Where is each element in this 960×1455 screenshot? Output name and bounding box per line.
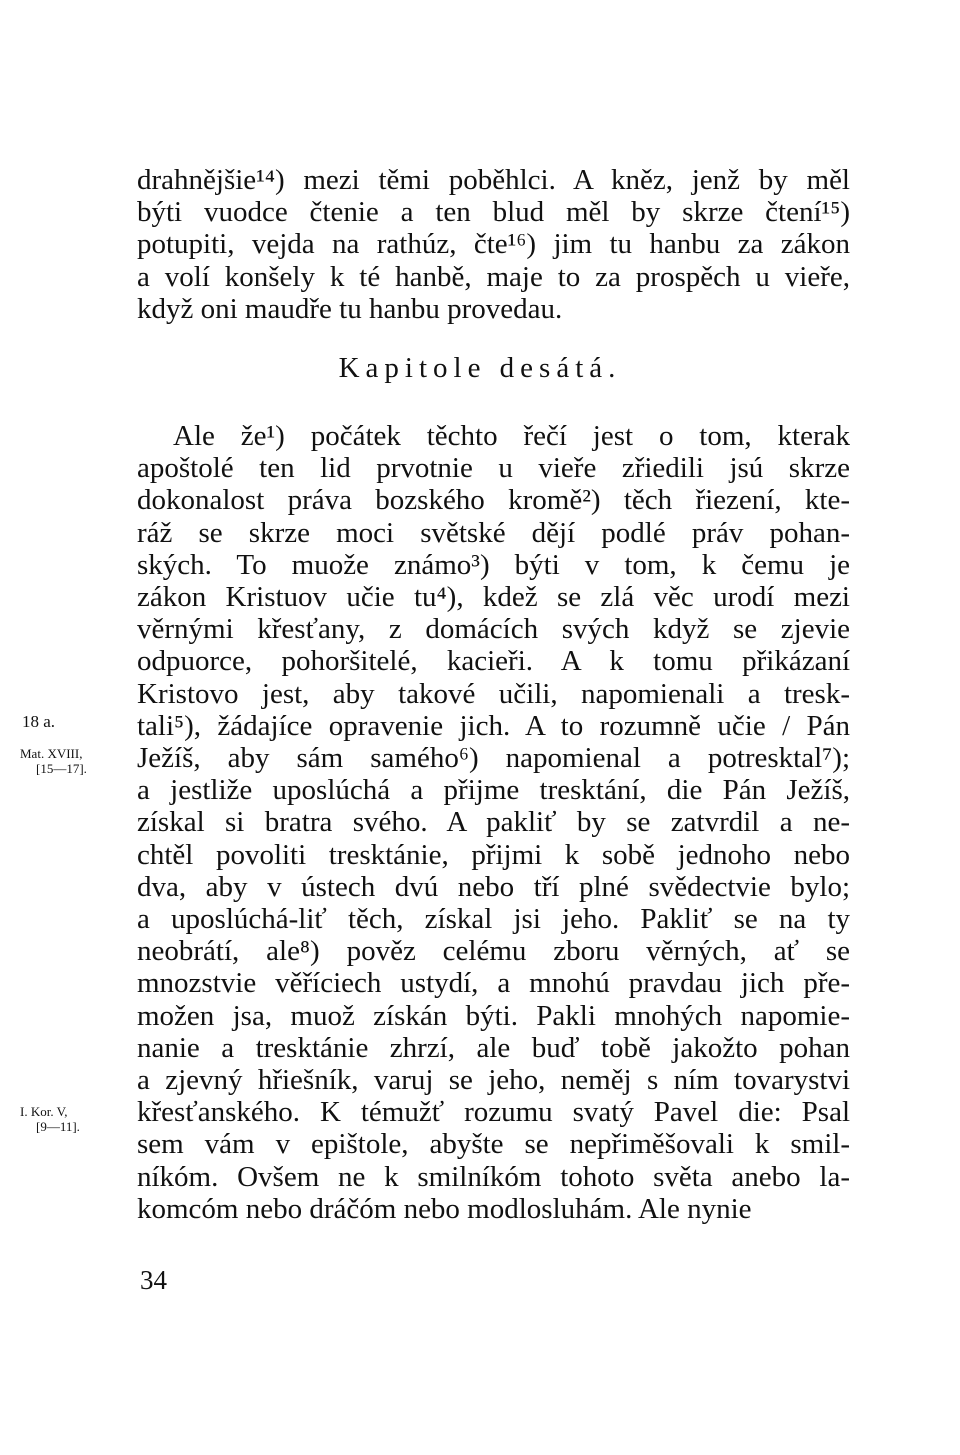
text-line: komcóm nebo dráčóm nebo modlosluhám. Ale nynie xyxy=(137,1192,752,1225)
text-line: ských. To muože známo³) býti v tom, k čemu je xyxy=(137,548,850,581)
text-line: apoštolé ten lid prvotnie u vieře zřiedili jsú skrze xyxy=(137,452,850,485)
text-line: odpuorce, pohoršitelé, kacieři. A k tomu přikázaní xyxy=(137,645,850,678)
text-line: sem vám v epištole, abyšte se nepřiměšovali k smil- xyxy=(137,1128,850,1161)
text-line: neobrátí, ale⁸) pověz celému zboru věrných, ať se xyxy=(137,935,850,968)
margin-reference-matthew-verses: [15—17]. xyxy=(36,761,87,776)
margin-reference-matthew: Mat. XVIII, xyxy=(20,746,83,761)
text-line: když oni maudře tu hanbu provedau. xyxy=(137,292,563,325)
text-line: Ale že¹) počátek těchto řečí jest o tom, kterak xyxy=(173,420,850,452)
text-line: možen jsa, muož získán býti. Pakli mnohých napomie- xyxy=(137,999,850,1032)
text-line: a volí konšely k té hanbě, maje to za prospěch u vieře, xyxy=(137,260,850,293)
chapter-heading: Kapitole desátá. xyxy=(338,352,622,384)
text-line: níkóm. Ovšem ne k smilníkóm tohoto světa anebo la- xyxy=(137,1160,850,1193)
margin-reference-corinthians: I. Kor. V, xyxy=(20,1104,68,1119)
text-line: Ježíš, aby sám samého⁶) napomienal a potresktal⁷); xyxy=(137,742,850,774)
text-line: křesťanského. K témužť rozumu svatý Pavel die: Psal xyxy=(137,1096,850,1129)
text-line: dva, aby v ústech dvú nebo tří plné svědectvie bylo; xyxy=(137,870,850,903)
text-line: a zjevný hřiešník, varuj se jeho, neměj s ním tovarystvi xyxy=(137,1064,850,1096)
text-line: věrnými křesťany, z domácích svých když se zjevie xyxy=(137,613,850,646)
text-line: býti vuodce čtenie a ten blud měl by skrze čtení¹⁵) xyxy=(137,196,850,229)
text-line: získal si bratra svého. A pakliť by se zatvrdil a ne- xyxy=(137,806,850,839)
text-line: a uposlúchá-liť těch, získal jsi jeho. Pakliť se na ty xyxy=(137,903,850,935)
text-line: a jestliže uposlúchá a přijme tresktání, die Pán Ježíš, xyxy=(137,774,850,807)
text-line: nanie a tresktánie zhrzí, ale buď tobě jakožto pohan xyxy=(137,1031,850,1064)
margin-folio: 18 a. xyxy=(22,712,56,731)
text-line: drahnějšie¹⁴) mezi těmi poběhlci. A kněz, jenž by měl xyxy=(137,164,850,196)
page-number: 34 xyxy=(140,1265,167,1295)
text-line: zákon Kristuov učie tu⁴), kdež se zlá věc urodí mezi xyxy=(137,581,850,613)
text-line: ráž se skrze moci světské dějí podlé práv pohan- xyxy=(137,516,850,549)
text-line: Kristovo jest, aby takové učili, napomienali a tresk- xyxy=(137,677,850,710)
text-line: dokonalost práva bozského kromě²) těch řiezení, kte- xyxy=(137,484,850,517)
text-line: tali⁵), žádajíce opravenie jich. A to rozumně učie / Pán xyxy=(137,709,850,742)
text-line: mnozstvie věříciech ustydí, a mnohú pravdau jich pře- xyxy=(137,967,850,1000)
margin-reference-corinthians-verses: [9—11]. xyxy=(36,1119,80,1134)
text-line: chtěl povoliti tresktánie, přijmi k sobě jednoho nebo xyxy=(137,838,850,871)
text-line: potupiti, vejda na rathúz, čte¹⁶) jim tu hanbu za zákon xyxy=(137,228,850,261)
